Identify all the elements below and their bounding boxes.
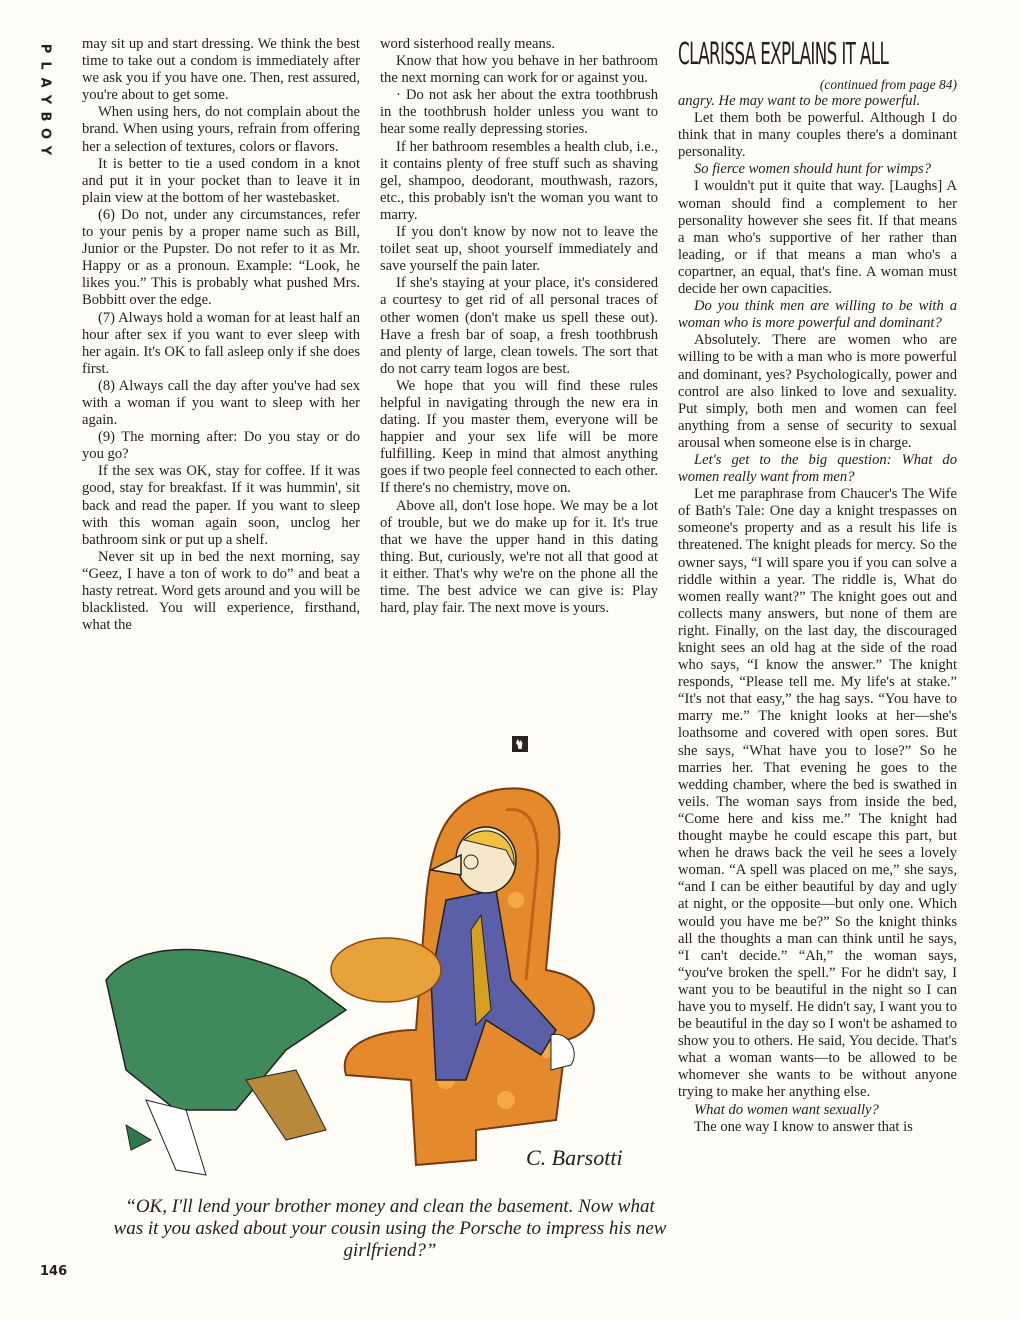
woman-figure	[106, 950, 346, 1110]
body-paragraph: · Do not ask her about the extra toothbrush in the toothbrush holder unless you want to hear some really depressing stories.	[380, 87, 658, 138]
sidebar-letter: O	[37, 127, 53, 140]
sidebar-letter: L	[37, 61, 53, 70]
body-paragraph: Let them both be powerful. Although I do think that in many couples there's a dominant personality.	[678, 110, 957, 161]
interview-question: Do you think men are willing to be with a woman who is more powerful and dominant?	[678, 298, 957, 332]
sidebar-letter: Y	[37, 145, 53, 156]
sidebar-letter: Y	[37, 94, 53, 105]
body-paragraph: (9) The morning after: Do you stay or do you go?	[82, 429, 360, 463]
body-paragraph: If her bathroom resembles a health club, i.e., it contains plenty of free stuff such as shaving gel, shampoo, deodorant, mouthwash, razors, etc., this probably isn't the woman you want to marry.	[380, 138, 658, 223]
interview-question: So fierce women should hunt for wimps?	[694, 161, 932, 178]
sidebar-letter: B	[37, 111, 53, 122]
sidebar-letter: P	[37, 43, 53, 54]
artist-signature: C. Barsotti	[526, 1145, 623, 1170]
body-paragraph: Let me paraphrase from Chaucer's The Wife of Bath's Tale: One day a knight trespasses on someone's property and as a result his life is threatened. The knight pleads for mercy. So the owner says, “I will spare you if you can solve a riddle within a year. The riddle is, What do women really want?” The knight goes out and collects many answers, but none of them are right. Finally, on the last day, the discouraged knight sees an old hag at the side of the road who says, “I know the answer.” The knight responds, “Please tell me. My life's at stake.” “It's not that easy,” the hag says. “You have to marry me.” The knight looks at her—she's loathsome and covered with open sores. But she says, “What have you to lose?” So he marries her. That evening he goes to the wedding chamber, where the bed is swathed in veils. The woman says from inside the bed, “Come here and kiss me.” The knight had thought maybe he could escape this part, but when he draws back the veil he sees a lovely woman. “A spell was placed on me,” she says, “and I can be either beautiful by day and ugly at night, or the opposite—but only one. Which would you have me be?” So the knight thinks all the thoughts a man can think until he says, “I can't decide.” “Ah,” the woman says, “you've broken the spell.” For he didn't say, I want you to be beautiful in the night so I can have you to myself. He didn't say, I want you to be beautiful in the day so I won't be ashamed to show you to others. He said, You decide. That's what a woman wants—to be allowed to be whomever she wants to be without anyone trying to make her anything else.	[678, 486, 957, 1101]
continued-note: (continued from page 84)	[819, 77, 957, 92]
article-column-2	[380, 36, 658, 617]
body-paragraph: (7) Always hold a woman for at least half an hour after sex if you want to ever sleep with her again. It's OK to fall asleep only if she does first.	[82, 309, 360, 377]
section-heading: CLARISSA EXPLAINS IT ALL	[678, 37, 889, 72]
sidebar-letter: A	[37, 77, 53, 88]
body-paragraph: The one way I know to answer that is	[694, 1118, 913, 1135]
body-paragraph: Never sit up in bed the next morning, say “Geez, I have a ton of work to do” and beat a hasty retreat. Word gets around and you will be blacklisted. You will experience, firsthand, what the	[82, 548, 360, 634]
interview-question: What do women want sexually?	[694, 1101, 879, 1118]
body-paragraph: When using hers, do not complain about the brand. When using yours, refrain from offering her a selection of textures, colors or flavors.	[82, 104, 360, 155]
body-paragraph: If the sex was OK, stay for coffee. If it was good, stay for breakfast. If it was hummin', sit back and read the paper. If you want to sleep with this woman again soon, unclog her bathroom sink or put up a shelf.	[82, 463, 360, 548]
article-column-1	[82, 36, 360, 634]
body-paragraph: Know that how you behave in her bathroom the next morning can work for or against you.	[380, 53, 658, 87]
body-paragraph: (8) Always call the day after you've had sex with a woman if you want to sleep with her again.	[82, 377, 360, 429]
body-paragraph: I wouldn't put it quite that way. [Laughs] A woman should find a complement to her personality however she sees fit. If that means a man who's supportive of her rather than leading, or if that means a man who's a copartner, an equal, that's fine. A woman must decide her own capacities.	[678, 178, 957, 298]
cartoon-caption: “OK, I'll lend your brother money and clean the basement. Now what was it you asked about your cousin using the Porsche to impress his new girlfriend?”	[113, 1196, 667, 1261]
body-paragraph: (6) Do not, under any circumstances, refer to your penis by a proper name such as Bill, Junior or the Pupster. Do not refer to it as Mr. Happy or as a pronoun. Example: “Look, he likes you.” This is probably what pushed Mrs. Bobbitt over the edge.	[82, 206, 360, 309]
body-paragraph: If she's staying at your place, it's considered a courtesy to get rid of all personal traces of other women (don't make us spell these out). Have a fresh bar of soap, a fresh toothbrush and plenty of large, clean towels. The sort that do not carry team logos are best.	[380, 275, 658, 377]
cartoon-illustration	[86, 780, 666, 1180]
body-paragraph: word sisterhood really means.	[380, 36, 556, 52]
interview-question: angry. He may want to be more powerful.	[678, 93, 921, 109]
body-paragraph: We hope that you will find these rules helpful in navigating through the new era in dating. If you master them, everyone will be happier and your sex life will be more fulfilling. Keep in mind that almost anything goes if two people feel connected to each other. If there's no chemistry, move on.	[380, 377, 658, 497]
body-paragraph: Above all, don't lose hope. We may be a lot of trouble, but we do make up for it. It's true that we have the upper hand in this dating thing. But, curiously, we're not all that good at it either. That's why we're on the phone all the time. The best advice we can give is: Play hard, play fair. The next move is yours.	[380, 497, 658, 617]
interview-question: Let's get to the big question: What do women really want from men?	[678, 451, 957, 486]
body-paragraph: If you don't know by now not to leave the toilet seat up, shoot yourself immediately and save yourself the pain later.	[380, 224, 658, 275]
end-mark-icon	[512, 736, 528, 752]
body-paragraph: Absolutely. There are women who are willing to be with a man who is more powerful and dominant, yes? Psychologically, power and control are also linked to love and sexuality. Put simply, both men and women can feel anything from a sense of security to sexual arousal when someone else is in charge.	[678, 332, 957, 451]
article-column-3	[678, 37, 957, 1136]
body-paragraph: It is better to tie a used condom in a knot and put it in your pocket than to leave it in plain view at the bottom of her wastebasket.	[82, 155, 360, 206]
magazine-sidebar-label	[34, 40, 56, 159]
body-paragraph: may sit up and start dressing. We think the best time to take out a condom is immediately after we ask you if you have one. Then, rest assured, you're about to get some.	[82, 36, 360, 104]
page-number: 146	[40, 1264, 68, 1279]
